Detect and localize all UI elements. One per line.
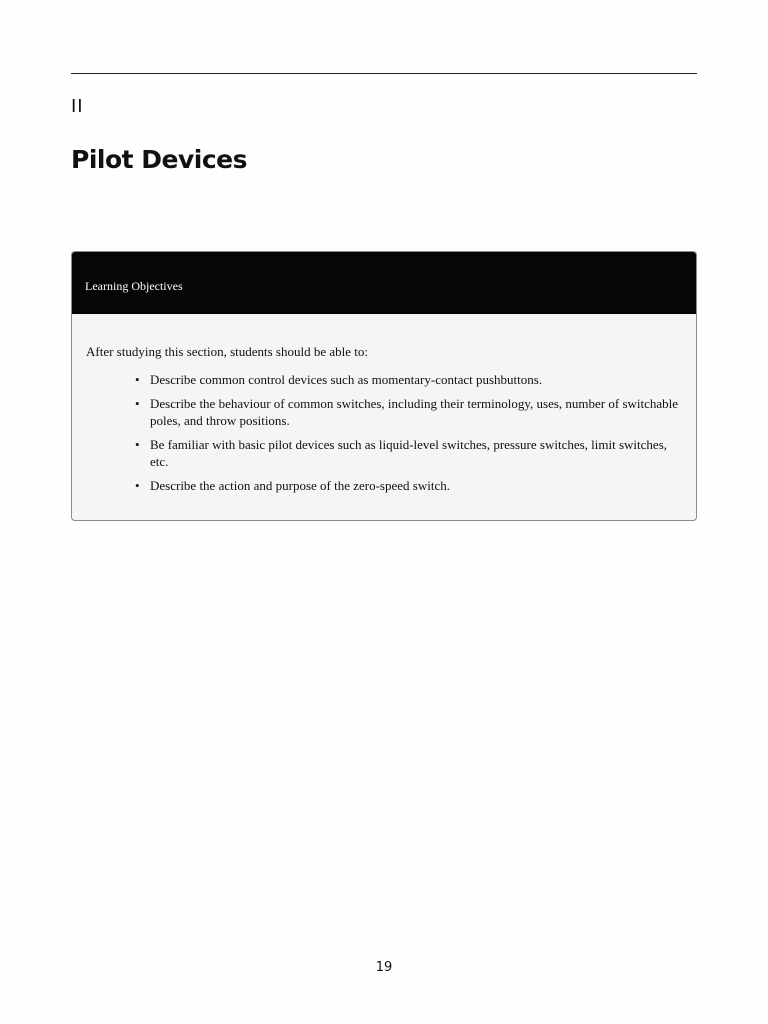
learning-objectives-header: [72, 252, 696, 314]
list-item-text: Describe the action and purpose of the zero-speed switch.: [150, 478, 450, 493]
page-title: Pilot Devices: [71, 145, 248, 174]
list-item-text: Describe common control devices such as momentary-contact pushbuttons.: [150, 372, 543, 387]
top-divider: [71, 73, 697, 74]
list-item: [135, 371, 682, 388]
page-number: 19: [375, 960, 393, 975]
learning-objectives-box: [71, 251, 697, 521]
bullet-icon: •: [135, 478, 140, 493]
bullet-icon: •: [135, 437, 140, 452]
learning-objectives-heading: Learning Objectives: [85, 279, 183, 293]
list-item: [135, 436, 682, 470]
list-item-text: Be familiar with basic pilot devices such as liquid-level switches, pressure switches, limit switches, etc.: [150, 437, 667, 469]
learning-objectives-intro: After studying this section, students should be able to:: [86, 344, 368, 359]
part-number: II: [71, 96, 84, 117]
list-item: [135, 395, 682, 429]
list-item: [135, 477, 682, 494]
bullet-icon: •: [135, 372, 140, 387]
learning-objectives-body: [72, 314, 696, 494]
bullet-icon: •: [135, 396, 140, 411]
learning-objectives-list: [86, 371, 682, 494]
list-item-text: Describe the behaviour of common switches, including their terminology, uses, number of switchable poles, and throw positions.: [150, 396, 679, 428]
